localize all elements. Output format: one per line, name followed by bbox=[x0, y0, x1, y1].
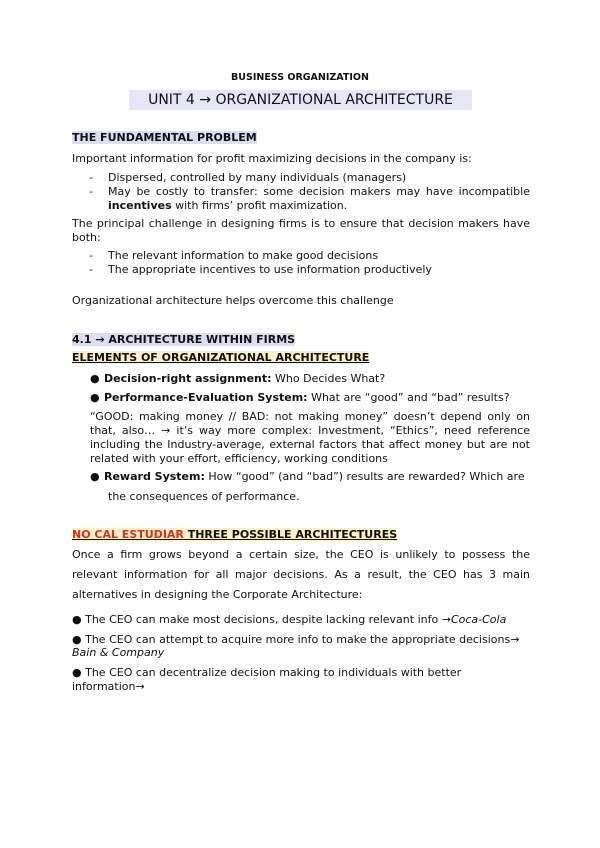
list-item: Dispersed, controlled by many individuals (managers) bbox=[108, 171, 407, 184]
bullet-dot: ● bbox=[90, 391, 100, 404]
bullet-dot: ● bbox=[72, 666, 82, 679]
dash-bullet: - bbox=[89, 263, 93, 276]
note-line: that, also… → it’s way more complex: Investment, “Ethics”, need reference bbox=[90, 424, 530, 437]
bullet-dot: ● bbox=[72, 633, 82, 646]
element-reward-continuation: the consequences of performance. bbox=[108, 490, 300, 503]
subheading-elements: ELEMENTS OF ORGANIZATIONAL ARCHITECTURE bbox=[72, 351, 370, 364]
note-line: “GOOD: making money // BAD: not making money” doesn’t depend only on bbox=[90, 410, 530, 423]
note-line: including the Industry-average, external factors that affect money but are not bbox=[90, 438, 530, 451]
element-decision-right: Decision-right assignment: Who Decides What? bbox=[104, 372, 386, 385]
closing-text: Organizational architecture helps overcome this challenge bbox=[72, 294, 394, 307]
paragraph-line: The principal challenge in designing firms is to ensure that decision makers have bbox=[72, 217, 530, 230]
section-heading-fundamental-problem: THE FUNDAMENTAL PROBLEM bbox=[72, 131, 257, 144]
option-item: ● The CEO can decentralize decision making to individuals with better bbox=[72, 666, 462, 679]
option-example: Bain & Company bbox=[72, 646, 165, 659]
dash-bullet: - bbox=[89, 185, 93, 198]
dash-bullet: - bbox=[89, 249, 93, 262]
option-continuation: information→ bbox=[72, 680, 145, 693]
list-item-continuation: incentives with firms’ profit maximization. bbox=[108, 199, 348, 212]
option-item: ● The CEO can make most decisions, despite lacking relevant info →Coca-Cola bbox=[72, 613, 507, 626]
list-item: The relevant information to make good decisions bbox=[108, 249, 379, 262]
element-reward-system: Reward System: How “good” (and “bad”) results are rewarded? Which are bbox=[104, 470, 525, 483]
list-item: May be costly to transfer: some decision makers may have incompatible bbox=[108, 185, 530, 198]
list-item: The appropriate incentives to use information productively bbox=[108, 263, 432, 276]
bullet-dot: ● bbox=[72, 613, 82, 626]
option-item: ● The CEO can attempt to acquire more info to make the appropriate decisions→ bbox=[72, 633, 520, 646]
bullet-dot: ● bbox=[90, 470, 100, 483]
section-heading-three-architectures: NO CAL ESTUDIAR THREE POSSIBLE ARCHITECTURES bbox=[72, 528, 398, 541]
note-line: related with your effort, efficiency, working conditions bbox=[90, 452, 388, 465]
course-title: BUSINESS ORGANIZATION bbox=[231, 72, 369, 83]
section-heading-architecture-within-firms: 4.1 → ARCHITECTURE WITHIN FIRMS bbox=[72, 333, 296, 346]
dash-bullet: - bbox=[89, 171, 93, 184]
paragraph-line: Once a firm grows beyond a certain size, the CEO is unlikely to possess the bbox=[72, 548, 530, 561]
paragraph-line: alternatives in designing the Corporate Architecture: bbox=[72, 588, 363, 601]
paragraph-line: relevant information for all major decisions. As a result, the CEO has 3 main bbox=[72, 568, 530, 581]
paragraph-line: both: bbox=[72, 231, 101, 244]
bullet-dot: ● bbox=[90, 372, 100, 385]
element-performance-evaluation: Performance-Evaluation System: What are “good” and “bad” results? bbox=[104, 391, 510, 404]
intro-text: Important information for profit maximizing decisions in the company is: bbox=[72, 152, 472, 165]
unit-title: UNIT 4 → ORGANIZATIONAL ARCHITECTURE bbox=[129, 90, 472, 110]
